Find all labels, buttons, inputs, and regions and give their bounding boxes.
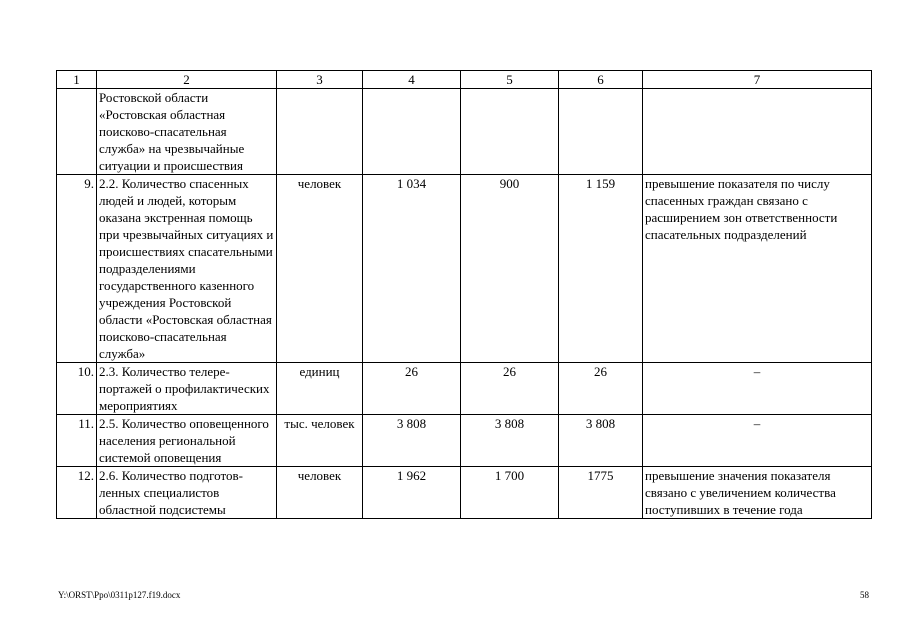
unit-cell: единиц — [277, 363, 363, 415]
footer-file-path: Y:\ORST\Ppo\0311p127.f19.docx — [58, 590, 181, 600]
row-number — [57, 89, 97, 175]
value-col4: 1 962 — [363, 467, 461, 519]
value-col5: 1 700 — [461, 467, 559, 519]
value-col6: 3 808 — [559, 415, 643, 467]
table-row — [57, 415, 872, 467]
page-number: 58 — [860, 590, 869, 600]
value-col5: 900 — [461, 175, 559, 363]
value-col4: 26 — [363, 363, 461, 415]
header-cell: 3 — [277, 71, 363, 89]
value-col4: 1 034 — [363, 175, 461, 363]
header-row — [57, 71, 872, 89]
header-cell: 2 — [97, 71, 277, 89]
header-cell: 7 — [643, 71, 872, 89]
value-col4: 3 808 — [363, 415, 461, 467]
unit-cell: человек — [277, 467, 363, 519]
value-col6: 1775 — [559, 467, 643, 519]
table-row — [57, 89, 872, 175]
table-row — [57, 467, 872, 519]
row-number: 9. — [57, 175, 97, 363]
table-row — [57, 175, 872, 363]
value-col6 — [559, 89, 643, 175]
value-col6: 26 — [559, 363, 643, 415]
note-cell: – — [643, 415, 872, 467]
header-cell: 5 — [461, 71, 559, 89]
unit-cell: тыс. человек — [277, 415, 363, 467]
note-cell: – — [643, 363, 872, 415]
indicator-name: 2.5. Количество оповещенного населения региональной системой оповещения — [97, 415, 277, 467]
indicator-name: Ростовской области «Ростовская областная поисково-спасательная служба» на чрезвычайные ситуации и происшествия — [97, 89, 277, 175]
value-col5: 26 — [461, 363, 559, 415]
unit-cell: человек — [277, 175, 363, 363]
report-table — [56, 70, 872, 519]
value-col5 — [461, 89, 559, 175]
table-row — [57, 363, 872, 415]
row-number: 11. — [57, 415, 97, 467]
indicator-name: 2.3. Количество телерепортажей о профилактических мероприятиях — [97, 363, 277, 415]
value-col4 — [363, 89, 461, 175]
note-cell — [643, 89, 872, 175]
note-cell: превышение показателя по числу спасенных граждан связано с расширением зон ответственности спасательных подразделений — [643, 175, 872, 363]
header-cell: 1 — [57, 71, 97, 89]
header-cell: 4 — [363, 71, 461, 89]
value-col6: 1 159 — [559, 175, 643, 363]
value-col5: 3 808 — [461, 415, 559, 467]
unit-cell — [277, 89, 363, 175]
note-cell: превышение значения показателя связано с увеличением количества поступивших в течение года — [643, 467, 872, 519]
row-number: 12. — [57, 467, 97, 519]
indicator-name: 2.6. Количество подготовленных специалистов областной подсистемы — [97, 467, 277, 519]
row-number: 10. — [57, 363, 97, 415]
header-cell: 6 — [559, 71, 643, 89]
indicator-name: 2.2. Количество спасенных людей и людей, которым оказана экстренная помощь при чрезвычайных ситуациях и происшествиях спасательными подразделениями государственного казенного учреждения Ростовской области «Ростовская областная поисково-спасательная служба» — [97, 175, 277, 363]
